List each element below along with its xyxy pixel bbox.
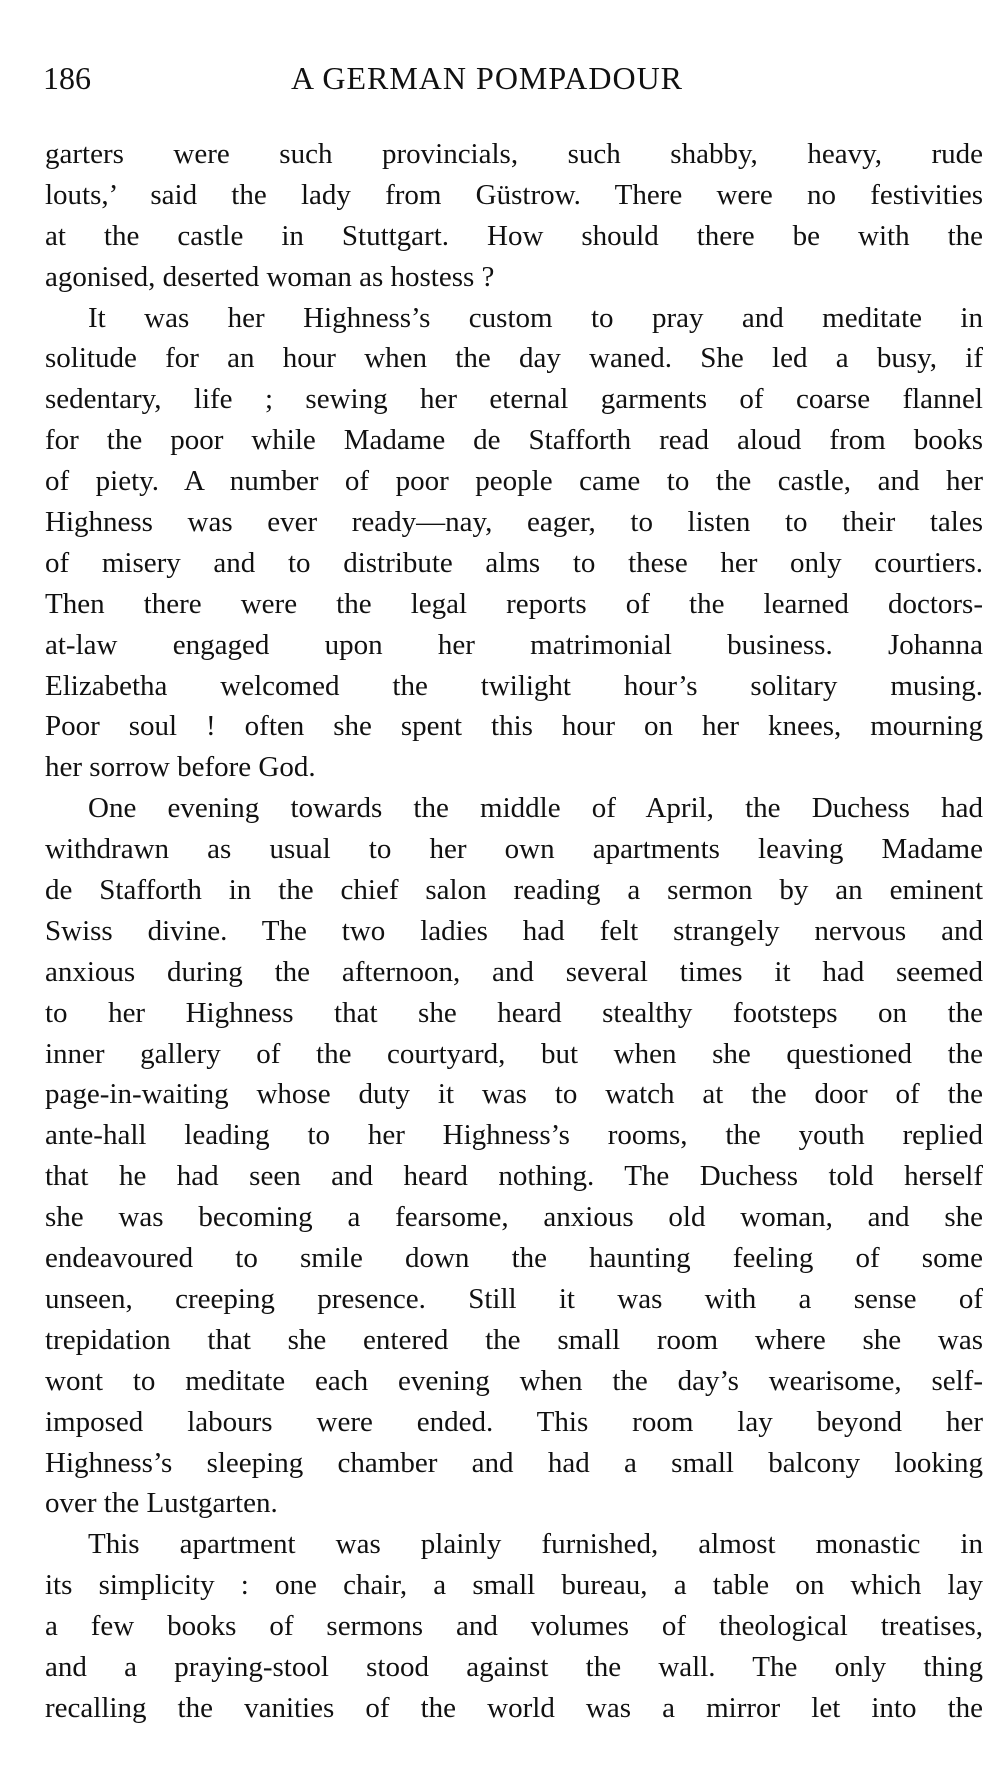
text-line: solitude for an hour when the day waned. She led a busy, if (45, 342, 983, 375)
text-line: Elizabetha welcomed the twilight hour’s solitary musing. (45, 669, 983, 702)
text-line: endeavoured to smile down the haunting feeling of some (45, 1242, 983, 1275)
text-line: page-in-waiting whose duty it was to watch at the door of the (45, 1078, 983, 1111)
text-line: agonised, deserted woman as hostess ? (45, 260, 495, 293)
text-line: over the Lustgarten. (45, 1487, 278, 1520)
text-line: that he had seen and heard nothing. The Duchess told herself (45, 1160, 983, 1193)
text-line: to her Highness that she heard stealthy footsteps on the (45, 996, 983, 1029)
text-line: of misery and to distribute alms to these her only courtiers. (45, 546, 983, 579)
text-line: wont to meditate each evening when the day’s wearisome, self- (45, 1364, 983, 1397)
text-line: recalling the vanities of the world was a mirror let into the (45, 1691, 983, 1724)
paragraph (45, 134, 983, 298)
text-line: de Stafforth in the chief salon reading a sermon by an eminent (45, 874, 983, 907)
page-header (43, 58, 983, 98)
body-text (45, 134, 983, 1729)
text-line: imposed labours were ended. This room lay beyond her (45, 1405, 983, 1438)
text-line: This apartment was plainly furnished, almost monastic in (88, 1528, 983, 1561)
running-head: A GERMAN POMPADOUR (291, 60, 684, 96)
text-line: Highness’s sleeping chamber and had a small balcony looking (45, 1446, 983, 1479)
text-line: withdrawn as usual to her own apartments leaving Madame (45, 833, 983, 866)
text-line: louts,’ said the lady from Güstrow. There were no festivities (45, 178, 983, 211)
paragraph (45, 298, 983, 789)
text-line: its simplicity : one chair, a small bureau, a table on which lay (45, 1569, 983, 1602)
text-line: inner gallery of the courtyard, but when she questioned the (45, 1037, 983, 1070)
text-line: and a praying-stool stood against the wall. The only thing (45, 1650, 983, 1683)
text-line: ante-hall leading to her Highness’s rooms, the youth replied (45, 1119, 983, 1152)
text-line: at the castle in Stuttgart. How should there be with the (45, 219, 983, 252)
paragraph (45, 788, 983, 1524)
text-line: for the poor while Madame de Stafforth read aloud from books (45, 424, 983, 457)
text-line: Highness was ever ready—nay, eager, to listen to their tales (45, 506, 983, 539)
paragraph (45, 1524, 983, 1728)
text-line: Then there were the legal reports of the learned doctors- (45, 587, 983, 620)
text-line: anxious during the afternoon, and several times it had seemed (45, 955, 983, 988)
text-line: Poor soul ! often she spent this hour on her knees, mourning (45, 710, 983, 743)
text-line: It was her Highness’s custom to pray and meditate in (88, 301, 983, 334)
text-line: trepidation that she entered the small room where she was (45, 1323, 983, 1356)
text-line: of piety. A number of poor people came to the castle, and her (45, 465, 983, 498)
text-line: garters were such provincials, such shabby, heavy, rude (45, 138, 983, 170)
text-line: she was becoming a fearsome, anxious old woman, and she (45, 1201, 983, 1234)
text-line: a few books of sermons and volumes of theological treatises, (45, 1610, 983, 1643)
text-line: unseen, creeping presence. Still it was with a sense of (45, 1282, 983, 1315)
text-line: sedentary, life ; sewing her eternal garments of coarse flannel (45, 383, 983, 416)
page-number: 186 (43, 60, 91, 96)
text-line: her sorrow before God. (45, 751, 316, 784)
text-line: at-law engaged upon her matrimonial business. Johanna (45, 628, 983, 661)
text-line: Swiss divine. The two ladies had felt strangely nervous and (45, 914, 983, 947)
text-line: One evening towards the middle of April, the Duchess had (88, 792, 983, 825)
